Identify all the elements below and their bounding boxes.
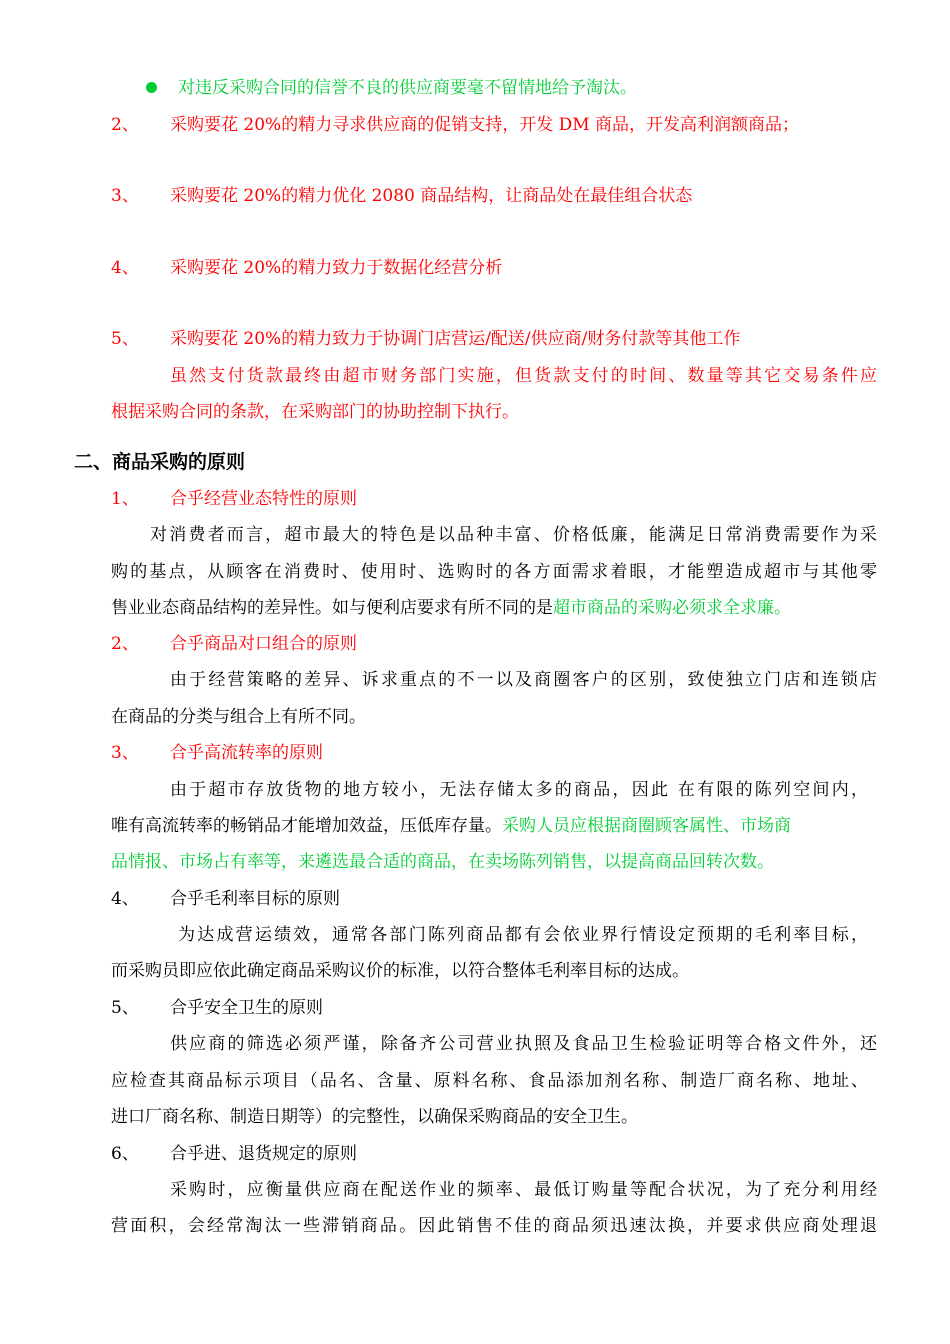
principle-3-line-2-text: 唯有高流转率的畅销品才能增加效益，压低库存量。 xyxy=(111,816,502,836)
principle-2-line-1: 由于经营策略的差异、诉求重点的不一以及商圈客户的区别，致使独立门店和连锁店 xyxy=(170,670,877,690)
principle-2-title: 合乎商品对口组合的原则 xyxy=(170,634,357,654)
principle-3-number: 3、 xyxy=(111,743,139,763)
principle-4-line-1: 为达成营运绩效，通常各部门陈列商品都有会依业界行情设定预期的毛利率目标， xyxy=(178,925,868,945)
principle-2-number: 2、 xyxy=(111,634,139,654)
principle-6-number: 6、 xyxy=(111,1144,139,1164)
duty-3-text: 采购要花 20%的精力优化 2080 商品结构，让商品处在最佳组合状态 xyxy=(170,186,693,206)
principle-5-line-1: 供应商的筛选必须严谨，除备齐公司营业执照及食品卫生检验证明等合格文件外，还 xyxy=(170,1034,877,1054)
principle-5-line-2: 应检查其商品标示项目（品名、含量、原料名称、食品添加剂名称、制造厂商名称、地址、 xyxy=(111,1071,868,1091)
green-bullet-icon xyxy=(146,82,157,93)
duty-5-paragraph-line-2: 根据采购合同的条款，在采购部门的协助控制下执行。 xyxy=(111,402,519,422)
principle-3-line-1: 由于超市存放货物的地方较小，无法存储太多的商品，因此 在有限的陈列空间内， xyxy=(170,780,868,800)
duty-5-text: 采购要花 20%的精力致力于协调门店营运/配送/供应商/财务付款等其他工作 xyxy=(170,329,741,349)
duty-5-paragraph-line-1: 虽然支付货款最终由超市财务部门实施，但货款支付的时间、数量等其它交易条件应 xyxy=(170,366,877,386)
duty-2-text: 采购要花 20%的精力寻求供应商的促销支持，开发 DM 商品，开发高利润额商品； xyxy=(170,115,800,135)
principle-4-title: 合乎毛利率目标的原则 xyxy=(170,889,340,909)
duty-2-number: 2、 xyxy=(111,115,139,135)
principle-1-line-1: 对消费者而言，超市最大的特色是以品种丰富、价格低廉，能满足日常消费需要作为采 xyxy=(150,525,877,545)
principle-3-line-3: 品情报、市场占有率等，来遴选最合适的商品，在卖场陈列销售，以提高商品回转次数。 xyxy=(111,852,774,872)
principle-6-line-1: 采购时，应衡量供应商在配送作业的频率、最低订购量等配合状况，为了充分利用经 xyxy=(170,1180,877,1200)
duty-4-number: 4、 xyxy=(111,258,139,278)
principle-6-title: 合乎进、退货规定的原则 xyxy=(170,1144,357,1164)
principle-2-line-2: 在商品的分类与组合上有所不同。 xyxy=(111,707,366,727)
principle-1-number: 1、 xyxy=(111,489,139,509)
principle-1-highlight: 超市商品的采购必须求全求廉。 xyxy=(553,598,791,618)
duty-4-text: 采购要花 20%的精力致力于数据化经营分析 xyxy=(170,258,503,278)
principle-5-title: 合乎安全卫生的原则 xyxy=(170,998,323,1018)
principle-6-line-2: 营面积，会经常淘汰一些滞销商品。因此销售不佳的商品须迅速汰换，并要求供应商处理退 xyxy=(111,1216,877,1236)
principle-1-line-2: 购的基点，从顾客在消费时、使用时、选购时的各方面需求着眼，才能塑造成超市与其他零 xyxy=(111,562,877,582)
principle-1-title: 合乎经营业态特性的原则 xyxy=(170,489,357,509)
principle-3-highlight-start: 采购人员应根据商圈顾客属性、市场商 xyxy=(502,816,791,836)
principle-3-title: 合乎高流转率的原则 xyxy=(170,743,323,763)
principle-4-line-2: 而采购员即应依此确定商品采购议价的标准，以符合整体毛利率目标的达成。 xyxy=(111,961,689,981)
bullet-text: 对违反采购合同的信誉不良的供应商要毫不留情地给予淘汰。 xyxy=(178,78,637,98)
duty-3-number: 3、 xyxy=(111,186,139,206)
principle-1-line-3-text: 售业业态商品结构的差异性。如与便利店要求有所不同的是 xyxy=(111,598,553,618)
principle-3-line-2 xyxy=(111,815,791,837)
section-2-title: 二、商品采购的原则 xyxy=(74,451,246,473)
principle-5-number: 5、 xyxy=(111,998,139,1018)
principle-5-line-3: 进口厂商名称、制造日期等）的完整性，以确保采购商品的安全卫生。 xyxy=(111,1107,638,1127)
principle-4-number: 4、 xyxy=(111,889,139,909)
duty-5-number: 5、 xyxy=(111,329,139,349)
principle-1-line-3 xyxy=(111,597,791,619)
